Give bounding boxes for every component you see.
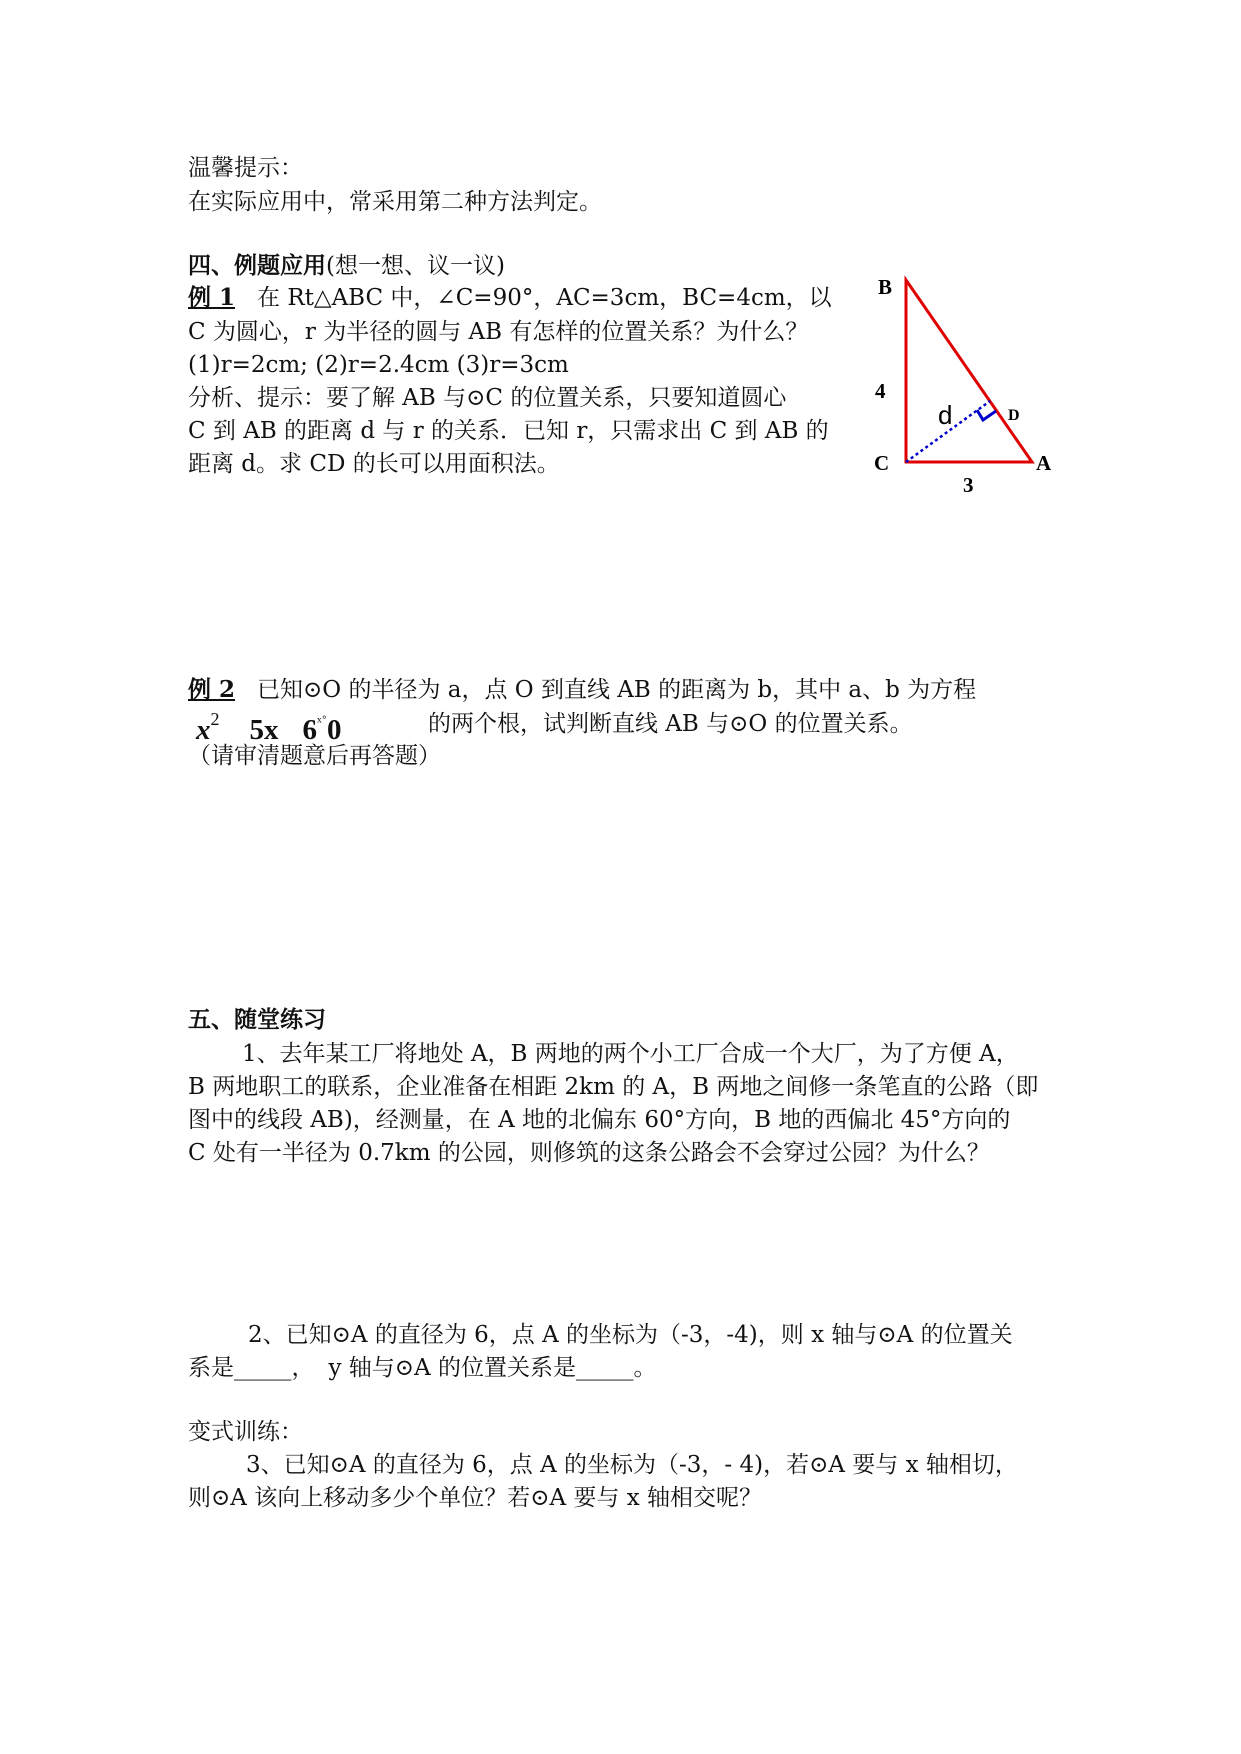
p2-line1: 2、已知⊙A 的直径为 6，点 A 的坐标为（-3，-4)，则 x 轴与⊙A 的位置关 <box>248 1322 1013 1348</box>
ex1-text1: 在 Rt△ABC 中，∠C=90°，AC=3cm，BC=4cm，以 <box>257 285 832 311</box>
ex1-line5: C 到 AB 的距离 d 与 r 的关系．已知 r，只需求出 C 到 AB 的 <box>188 418 829 444</box>
ex2-text1: 已知⊙O 的半径为 a，点 O 到直线 AB 的距离为 b，其中 a、b 为方程 <box>257 677 977 703</box>
triangle-figure <box>860 270 1060 500</box>
p3-line2: 则⊙A 该向上移动多少个单位？若⊙A 要与 x 轴相交呢？ <box>188 1485 762 1511</box>
eq-0: 0 <box>326 714 342 746</box>
p2-line2-a: 系是_____， <box>188 1355 315 1381</box>
ex1-line4: 分析、提示：要了解 AB 与⊙C 的位置关系，只要知道圆心 <box>188 385 787 411</box>
ex1-line3: (1)r=2cm; (2)r=2.4cm (3)r=3cm <box>188 352 569 378</box>
ex1-line1 <box>188 284 832 312</box>
distance-d-label: d <box>938 400 953 430</box>
p2-line2 <box>188 1354 657 1382</box>
eq-exponent: 2 <box>210 709 220 729</box>
p2-line2-b: y 轴与⊙A 的位置关系是_____。 <box>328 1355 657 1381</box>
variant-title: 变式训练： <box>188 1419 303 1445</box>
side-ca-label: 3 <box>963 473 974 497</box>
section4-heading-note: (想一想、议一议) <box>326 253 505 279</box>
tip-title: 温馨提示： <box>188 155 303 181</box>
ex1-label: 例 1 <box>188 284 236 311</box>
p3-line1: 3、已知⊙A 的直径为 6，点 A 的坐标为（-3，- 4)，若⊙A 要与 x 轴相切， <box>246 1452 1018 1478</box>
ex2-line2: 的两个根，试判断直线 AB 与⊙O 的位置关系。 <box>428 711 913 737</box>
side-bc-label: 4 <box>875 379 886 403</box>
vertex-a-label: A <box>1036 451 1052 475</box>
ex2-line1 <box>188 676 976 704</box>
triangle-abc <box>906 280 1032 462</box>
eq-5x: 5x <box>249 714 279 746</box>
ex1-line2: C 为圆心，r 为半径的圆与 AB 有怎样的位置关系？为什么？ <box>188 319 809 345</box>
p1-line4: C 处有一半径为 0.7km 的公园，则修筑的这条公路会不会穿过公园？为什么？ <box>188 1140 990 1166</box>
ex1-line6: 距离 d。求 CD 的长可以用面积法。 <box>188 451 560 477</box>
ex2-line3: （请审清题意后再答题） <box>188 743 441 769</box>
vertex-d-label: D <box>1008 407 1020 424</box>
vertex-c-label: C <box>874 451 890 475</box>
right-angle-mark <box>977 410 996 420</box>
p1-line1: 1、去年某工厂将地处 A，B 两地的两个小工厂合成一个大厂，为了方便 A， <box>242 1041 1019 1067</box>
section4-heading <box>188 252 505 280</box>
vertex-b-label: B <box>878 275 893 299</box>
eq-symbol: ˣ˚ <box>317 714 327 731</box>
p1-line3: 图中的线段 AB)，经测量，在 A 地的北偏东 60°方向，B 地的西偏北 45°方向的 <box>188 1107 1011 1133</box>
p1-line2: B 两地职工的联系，企业准备在相距 2km 的 A，B 两地之间修一条笔直的公路（即 <box>188 1074 1039 1100</box>
tip-text: 在实际应用中，常采用第二种方法判定。 <box>188 189 602 215</box>
ex2-label: 例 2 <box>188 676 236 703</box>
eq-6: 6 <box>302 714 317 746</box>
section5-heading: 五、随堂练习 <box>188 1006 326 1033</box>
eq-x: x <box>196 714 211 746</box>
section4-heading-title: 四、例题应用 <box>188 252 326 279</box>
